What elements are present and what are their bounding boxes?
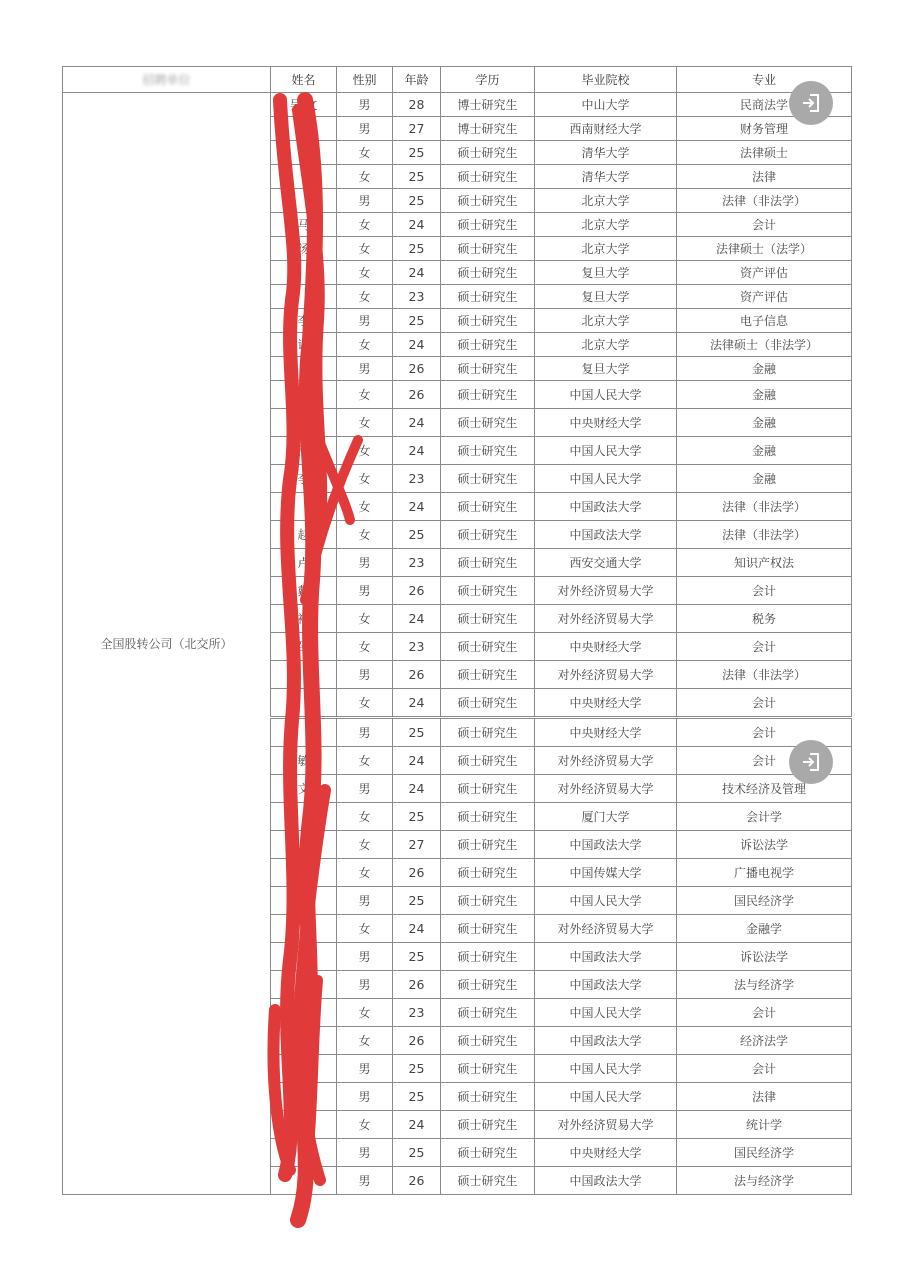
school-cell: 西南财经大学 [535,117,677,141]
major-cell: 法律硕士 [677,141,852,165]
age-cell: 28 [393,93,441,117]
name-cell [271,493,337,521]
major-cell: 会计 [677,718,852,747]
age-cell: 24 [393,605,441,633]
name-cell [271,285,337,309]
name-cell: 赵 [271,521,337,549]
name-cell [271,661,337,689]
age-cell: 26 [393,357,441,381]
gender-cell: 女 [337,859,393,887]
education-cell: 硕士研究生 [441,521,535,549]
education-cell: 硕士研究生 [441,689,535,718]
school-cell: 对外经济贸易大学 [535,747,677,775]
school-cell: 中央财经大学 [535,409,677,437]
major-cell: 会计 [677,633,852,661]
major-cell: 法律 [677,1083,852,1111]
school-cell: 中央财经大学 [535,689,677,718]
gender-cell: 女 [337,381,393,409]
gender-cell: 男 [337,971,393,999]
gender-cell: 女 [337,493,393,521]
age-cell: 24 [393,1111,441,1139]
gender-cell: 女 [337,237,393,261]
age-cell: 25 [393,718,441,747]
major-cell: 诉讼法学 [677,831,852,859]
name-cell [271,141,337,165]
school-cell: 中国政法大学 [535,1167,677,1195]
education-cell: 硕士研究生 [441,465,535,493]
gender-cell: 女 [337,831,393,859]
name-cell [271,189,337,213]
education-cell: 硕士研究生 [441,1111,535,1139]
education-cell: 硕士研究生 [441,859,535,887]
school-cell: 厦门大学 [535,803,677,831]
major-cell: 会计 [677,1055,852,1083]
age-cell: 25 [393,165,441,189]
education-cell: 硕士研究生 [441,971,535,999]
major-cell: 财务管理 [677,117,852,141]
gender-cell: 男 [337,718,393,747]
school-cell: 对外经济贸易大学 [535,1111,677,1139]
gender-cell: 女 [337,261,393,285]
org-name-cell: 全国股转公司（北交所） [63,93,271,1195]
header-name: 姓名 [271,67,337,93]
name-cell [271,859,337,887]
school-cell: 中央财经大学 [535,1139,677,1167]
name-cell: 郑 [271,1027,337,1055]
school-cell: 中国政法大学 [535,493,677,521]
major-cell: 法与经济学 [677,1167,852,1195]
age-cell: 24 [393,213,441,237]
major-cell: 会计学 [677,803,852,831]
exit-icon [800,92,822,114]
major-cell: 金融 [677,409,852,437]
exit-icon-button-2[interactable] [789,740,833,784]
major-cell: 金融 [677,357,852,381]
header-gender: 性别 [337,67,393,93]
education-cell: 硕士研究生 [441,1083,535,1111]
school-cell: 中国人民大学 [535,437,677,465]
school-cell: 中国人民大学 [535,999,677,1027]
major-cell: 技术经济及管理 [677,775,852,803]
education-cell: 硕士研究生 [441,437,535,465]
major-cell: 国民经济学 [677,1139,852,1167]
major-cell: 会计 [677,213,852,237]
name-cell: 林 [271,1055,337,1083]
major-cell: 会计 [677,689,852,718]
age-cell: 24 [393,409,441,437]
education-cell: 硕士研究生 [441,189,535,213]
education-cell: 硕士研究生 [441,493,535,521]
education-cell: 硕士研究生 [441,1055,535,1083]
education-cell: 博士研究生 [441,117,535,141]
name-cell [271,1111,337,1139]
major-cell: 国民经济学 [677,887,852,915]
gender-cell: 男 [337,1055,393,1083]
major-cell: 统计学 [677,1111,852,1139]
gender-cell: 女 [337,333,393,357]
gender-cell: 女 [337,915,393,943]
gender-cell: 男 [337,1139,393,1167]
education-cell: 硕士研究生 [441,718,535,747]
name-cell [271,887,337,915]
school-cell: 北京大学 [535,333,677,357]
education-cell: 硕士研究生 [441,999,535,1027]
name-cell: 谌 [271,333,337,357]
table-row [63,93,852,117]
age-cell: 26 [393,577,441,605]
education-cell: 硕士研究生 [441,141,535,165]
major-cell: 经济法学 [677,1027,852,1055]
school-cell: 中国传媒大学 [535,859,677,887]
age-cell: 24 [393,261,441,285]
header-school: 毕业院校 [535,67,677,93]
header-org-label: 招聘单位 [142,73,191,87]
name-cell: 卢 [271,549,337,577]
major-cell: 法律（非法学） [677,493,852,521]
education-cell: 硕士研究生 [441,165,535,189]
age-cell: 26 [393,1027,441,1055]
education-cell: 硕士研究生 [441,381,535,409]
name-cell: 敏 [271,747,337,775]
gender-cell: 女 [337,747,393,775]
education-cell: 硕士研究生 [441,261,535,285]
major-cell: 诉讼法学 [677,943,852,971]
name-cell [271,999,337,1027]
age-cell: 25 [393,943,441,971]
age-cell: 24 [393,915,441,943]
name-cell: 李 [271,309,337,333]
recruitment-table [62,66,852,1195]
gender-cell: 女 [337,633,393,661]
major-cell: 会计 [677,999,852,1027]
education-cell: 硕士研究生 [441,633,535,661]
age-cell: 24 [393,333,441,357]
education-cell: 硕士研究生 [441,357,535,381]
age-cell: 25 [393,1139,441,1167]
major-cell: 法与经济学 [677,971,852,999]
major-cell: 法律（非法学） [677,661,852,689]
school-cell: 北京大学 [535,237,677,261]
age-cell: 24 [393,493,441,521]
gender-cell: 女 [337,409,393,437]
name-cell: 邱 [271,117,337,141]
gender-cell: 女 [337,1111,393,1139]
gender-cell: 女 [337,999,393,1027]
gender-cell: 男 [337,117,393,141]
education-cell: 博士研究生 [441,93,535,117]
name-cell [271,971,337,999]
name-cell [271,718,337,747]
age-cell: 25 [393,803,441,831]
name-cell: 吴 文 [271,93,337,117]
school-cell: 中国人民大学 [535,887,677,915]
education-cell: 硕士研究生 [441,237,535,261]
education-cell: 硕士研究生 [441,803,535,831]
age-cell: 24 [393,689,441,718]
name-cell: 刘 [271,381,337,409]
school-cell: 中国政法大学 [535,1027,677,1055]
school-cell: 中国人民大学 [535,381,677,409]
name-cell: 祥 [271,943,337,971]
major-cell: 法律硕士（非法学） [677,333,852,357]
header-org [63,67,271,93]
header-education: 学历 [441,67,535,93]
major-cell: 法律（非法学） [677,189,852,213]
name-cell [271,261,337,285]
education-cell: 硕士研究生 [441,213,535,237]
age-cell: 25 [393,189,441,213]
gender-cell: 男 [337,775,393,803]
gender-cell: 女 [337,465,393,493]
name-cell: 文 [271,775,337,803]
school-cell: 北京大学 [535,309,677,333]
gender-cell: 男 [337,357,393,381]
education-cell: 硕士研究生 [441,747,535,775]
school-cell: 复旦大学 [535,285,677,309]
gender-cell: 女 [337,605,393,633]
major-cell: 资产评估 [677,261,852,285]
age-cell: 25 [393,141,441,165]
name-cell: 潘 [271,437,337,465]
exit-icon-button[interactable] [789,81,833,125]
education-cell: 硕士研究生 [441,887,535,915]
school-cell: 清华大学 [535,141,677,165]
education-cell: 硕士研究生 [441,831,535,859]
gender-cell: 男 [337,887,393,915]
major-cell: 资产评估 [677,285,852,309]
age-cell: 27 [393,831,441,859]
education-cell: 硕士研究生 [441,409,535,437]
name-cell: 马 [271,213,337,237]
school-cell: 北京大学 [535,213,677,237]
age-cell: 25 [393,309,441,333]
age-cell: 25 [393,887,441,915]
school-cell: 北京大学 [535,189,677,213]
school-cell: 复旦大学 [535,261,677,285]
gender-cell: 女 [337,285,393,309]
header-major: 专业 [677,67,852,93]
gender-cell: 女 [337,213,393,237]
gender-cell: 男 [337,1167,393,1195]
age-cell: 24 [393,775,441,803]
age-cell: 26 [393,381,441,409]
education-cell: 硕士研究生 [441,775,535,803]
name-cell [271,1139,337,1167]
school-cell: 对外经济贸易大学 [535,775,677,803]
age-cell: 23 [393,633,441,661]
education-cell: 硕士研究生 [441,605,535,633]
gender-cell: 男 [337,661,393,689]
name-cell [271,1167,337,1195]
age-cell: 25 [393,1055,441,1083]
table-header-row [63,67,852,93]
name-cell [271,689,337,718]
school-cell: 中国政法大学 [535,971,677,999]
major-cell: 法律 [677,165,852,189]
school-cell: 对外经济贸易大学 [535,577,677,605]
age-cell: 26 [393,859,441,887]
major-cell: 法律硕士（法学） [677,237,852,261]
major-cell: 会计 [677,747,852,775]
education-cell: 硕士研究生 [441,1167,535,1195]
gender-cell: 男 [337,943,393,971]
school-cell: 中国政法大学 [535,521,677,549]
school-cell: 中央财经大学 [535,718,677,747]
gender-cell: 男 [337,93,393,117]
exit-icon [800,751,822,773]
school-cell: 对外经济贸易大学 [535,915,677,943]
age-cell: 23 [393,285,441,309]
education-cell: 硕士研究生 [441,333,535,357]
education-cell: 硕士研究生 [441,943,535,971]
name-cell [271,915,337,943]
education-cell: 硕士研究生 [441,285,535,309]
education-cell: 硕士研究生 [441,549,535,577]
gender-cell: 男 [337,577,393,605]
school-cell: 中央财经大学 [535,633,677,661]
major-cell: 法律（非法学） [677,521,852,549]
education-cell: 硕士研究生 [441,309,535,333]
school-cell: 中国政法大学 [535,943,677,971]
education-cell: 硕士研究生 [441,1027,535,1055]
major-cell: 税务 [677,605,852,633]
name-cell: 戴 [271,577,337,605]
gender-cell: 男 [337,309,393,333]
major-cell: 金融 [677,465,852,493]
major-cell: 金融 [677,437,852,465]
major-cell: 知识产权法 [677,549,852,577]
major-cell: 金融学 [677,915,852,943]
age-cell: 27 [393,117,441,141]
school-cell: 中国人民大学 [535,465,677,493]
name-cell [271,803,337,831]
gender-cell: 女 [337,1027,393,1055]
gender-cell: 女 [337,141,393,165]
name-cell: 褚 [271,605,337,633]
school-cell: 中山大学 [535,93,677,117]
age-cell: 24 [393,437,441,465]
school-cell: 中国人民大学 [535,1083,677,1111]
age-cell: 26 [393,661,441,689]
age-cell: 25 [393,521,441,549]
major-cell: 会计 [677,577,852,605]
gender-cell: 女 [337,689,393,718]
name-cell [271,1083,337,1111]
education-cell: 硕士研究生 [441,661,535,689]
school-cell: 中国人民大学 [535,1055,677,1083]
age-cell: 23 [393,549,441,577]
gender-cell: 女 [337,803,393,831]
major-cell: 电子信息 [677,309,852,333]
gender-cell: 男 [337,549,393,577]
age-cell: 24 [393,747,441,775]
age-cell: 25 [393,1083,441,1111]
education-cell: 硕士研究生 [441,577,535,605]
age-cell: 26 [393,1167,441,1195]
header-age: 年龄 [393,67,441,93]
school-cell: 中国政法大学 [535,831,677,859]
gender-cell: 男 [337,189,393,213]
age-cell: 25 [393,237,441,261]
name-cell: 李 [271,465,337,493]
name-cell [271,165,337,189]
school-cell: 对外经济贸易大学 [535,661,677,689]
age-cell: 23 [393,465,441,493]
major-cell: 广播电视学 [677,859,852,887]
name-cell: 邵 [271,633,337,661]
name-cell: 汤 [271,237,337,261]
name-cell: 孙 [271,409,337,437]
school-cell: 复旦大学 [535,357,677,381]
education-cell: 硕士研究生 [441,915,535,943]
name-cell [271,357,337,381]
major-cell: 民商法学 [677,93,852,117]
age-cell: 23 [393,999,441,1027]
age-cell: 26 [393,971,441,999]
school-cell: 西安交通大学 [535,549,677,577]
name-cell [271,831,337,859]
gender-cell: 男 [337,1083,393,1111]
gender-cell: 女 [337,437,393,465]
school-cell: 对外经济贸易大学 [535,605,677,633]
gender-cell: 女 [337,521,393,549]
school-cell: 清华大学 [535,165,677,189]
gender-cell: 女 [337,165,393,189]
education-cell: 硕士研究生 [441,1139,535,1167]
major-cell: 金融 [677,381,852,409]
